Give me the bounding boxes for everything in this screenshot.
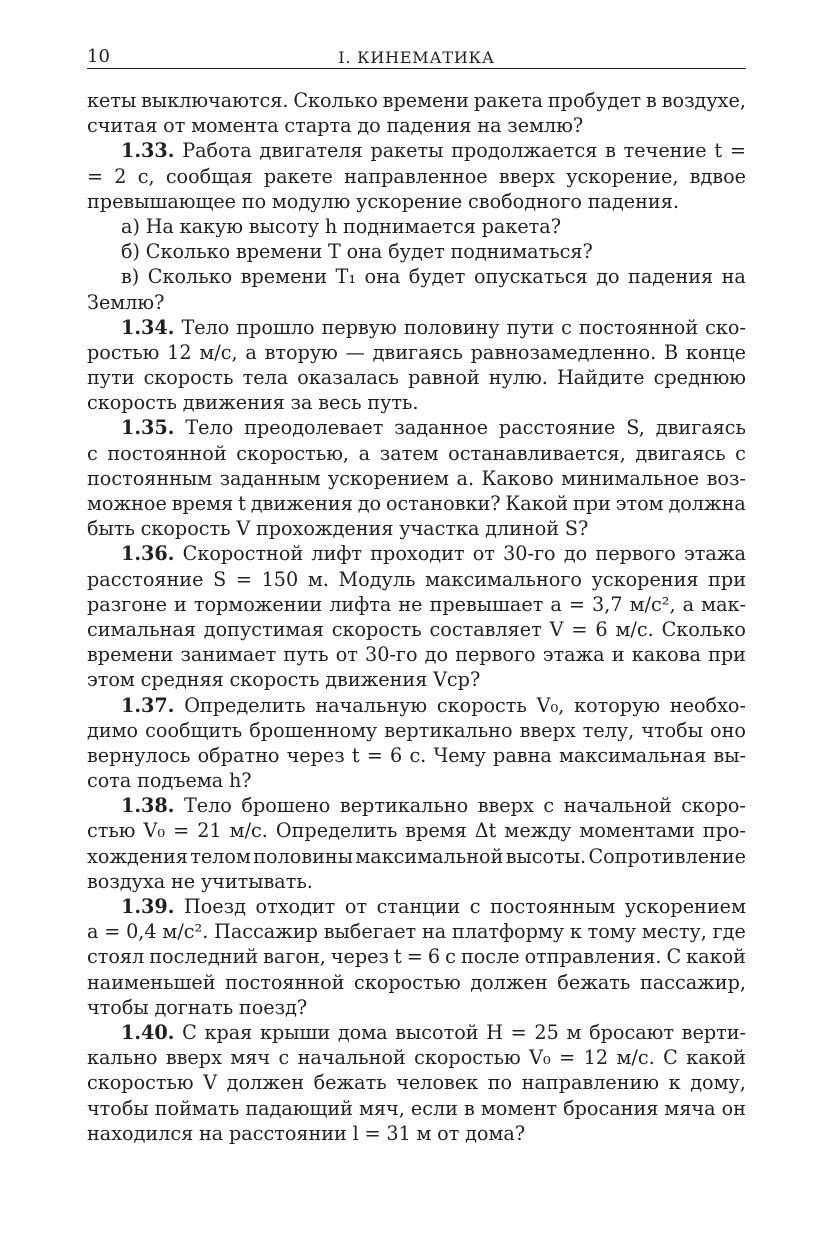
problem-number: 1.37. [121, 693, 175, 717]
running-header [87, 44, 746, 69]
text-line: расстояние S = 150 м. Модуль максимального ускорения при [87, 567, 746, 591]
text-line: считая от момента старта до падения на землю? [87, 114, 584, 138]
text-line: разгоне и торможении лифта не превышает a = 3,7 м/с², а мак- [87, 592, 746, 616]
text-line: времени занимает путь от 30-го до первого этажа и какова при [87, 643, 746, 667]
text-line: a = 0,4 м/с². Пассажир выбегает на платформу к тому месту, где [87, 920, 746, 944]
text-line: в) Сколько времени T₁ она будет опускаться до падения на [121, 265, 746, 289]
text-line: хождения телом половины максимальной высоты. Сопротивление [87, 844, 746, 868]
text-line: стоял последний вагон, через t = 6 с после отправления. С какой [87, 945, 746, 969]
problem-1.33 [87, 138, 746, 314]
text-line: димо сообщить брошенному вертикально вверх телу, чтобы оно [87, 718, 746, 742]
problems-text [87, 88, 746, 1146]
text-line: а) На какую высоту h поднимается ракета? [121, 214, 562, 238]
text-line: этом средняя скорость движения Vср? [87, 668, 481, 692]
text-line: Землю? [87, 290, 165, 314]
text-line: пути скорость тела оказалась равной нулю. Найдите среднюю [87, 366, 746, 390]
text-line: = 2 с, сообщая ракете направленное вверх ускорение, вдвое [87, 164, 746, 188]
problem-1.40 [87, 1020, 746, 1146]
text-line: скоростью V должен бежать человек по направлению к дому, [87, 1071, 746, 1095]
page-number: 10 [87, 46, 110, 67]
problem-number: 1.38. [121, 794, 175, 818]
text-line: воздуха не учитывать. [87, 869, 313, 893]
problem-continuation [87, 88, 746, 138]
problem-1.37 [87, 693, 746, 794]
problem-number: 1.35. [121, 416, 175, 440]
text-line: с постоянной скоростью, а затем останавливается, двигаясь с [87, 441, 746, 465]
problem-1.38 [87, 793, 746, 894]
text-line: ростью 12 м/с, а вторую — двигаясь равнозамедленно. В конце [87, 340, 746, 364]
text-line: симальная допустимая скорость составляет V = 6 м/с. Сколько [87, 617, 746, 641]
text-line: быть скорость V прохождения участка длиной S? [87, 517, 589, 541]
text-line: 1.38. Тело брошено вертикально вверх с начальной скоро- [121, 794, 746, 818]
text-line: 1.40. С края крыши дома высотой H = 25 м бросают верти- [121, 1020, 746, 1044]
text-line: чтобы догнать поезд? [87, 995, 308, 1019]
text-line: находился на расстоянии l = 31 м от дома? [87, 1121, 526, 1145]
text-line: наименьшей постоянной скоростью должен бежать пассажир, [87, 970, 746, 994]
text-line: стью V₀ = 21 м/с. Определить время Δt между моментами про- [87, 819, 746, 843]
problem-number: 1.39. [121, 895, 175, 918]
text-line: кально вверх мяч с начальной скоростью V₀ = 12 м/с. С какой [87, 1046, 746, 1070]
text-line: 1.39. Поезд отходит от станции с постоянным ускорением [121, 895, 746, 918]
text-line: сота подъема h? [87, 769, 252, 793]
problem-number: 1.33. [121, 139, 175, 163]
text-line: можное время t движения до остановки? Какой при этом должна [87, 492, 746, 515]
text-line: б) Сколько времени T она будет подниматься? [121, 240, 593, 264]
text-line: превышающее по модулю ускорение свободного падения. [87, 189, 679, 213]
problem-1.34 [87, 315, 746, 416]
problem-number: 1.40. [121, 1020, 175, 1044]
text-line: кеты выключаются. Сколько времени ракета пробудет в воздухе, [87, 89, 746, 112]
problem-1.36 [87, 541, 746, 692]
text-line: постоянным заданным ускорением a. Каково минимальное воз- [87, 466, 746, 490]
text-line: скорость движения за весь путь. [87, 391, 419, 415]
text-line: чтобы поймать падающий мяч, если в момент бросания мяча он [87, 1096, 746, 1120]
text-line: 1.36. Скоростной лифт проходит от 30-го до первого этажа [121, 542, 746, 566]
text-line: 1.34. Тело прошло первую половину пути с постоянной ско- [121, 315, 746, 339]
text-line: вернулось обратно через t = 6 с. Чему равна максимальная вы- [87, 743, 746, 767]
text-line: 1.35. Тело преодолевает заданное расстояние S, двигаясь [121, 416, 746, 440]
text-line: 1.37. Определить начальную скорость V₀, которую необхо- [121, 693, 746, 717]
problem-number: 1.36. [121, 542, 175, 566]
chapter-title: I. КИНЕМАТИКА [338, 48, 495, 67]
problem-1.35 [87, 415, 746, 541]
problem-number: 1.34. [121, 315, 175, 339]
problem-1.39 [87, 894, 746, 1020]
text-line: 1.33. Работа двигателя ракеты продолжается в течение t = [121, 139, 746, 163]
